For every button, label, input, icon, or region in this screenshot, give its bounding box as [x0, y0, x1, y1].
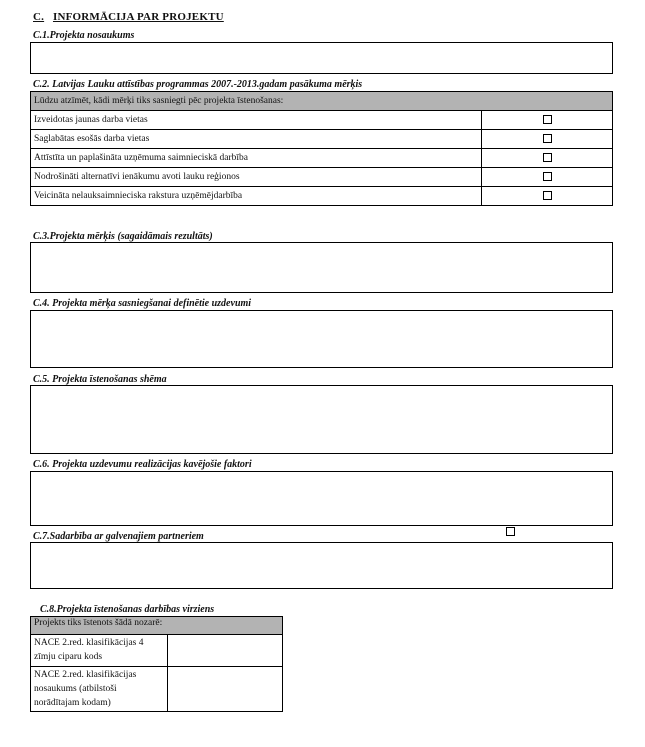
goal-checkbox[interactable]	[543, 115, 552, 124]
table-row	[31, 149, 613, 168]
c2-table-header: Lūdzu atzīmēt, kādi mērķi tiks sasniegti pēc projekta īstenošanas:	[31, 92, 613, 111]
c3-label: C.3.Projekta mērķis (sagaidāmais rezultāts)	[33, 231, 213, 242]
c8-nace-table	[30, 616, 283, 712]
c2-label: C.2. Latvijas Lauku attīstības programmas 2007.-2013.gadam pasākuma mērķis	[33, 79, 363, 90]
goal-checkbox[interactable]	[543, 153, 552, 162]
table-row	[31, 635, 283, 667]
goal-label: Saglabātas esošās darba vietas	[31, 130, 482, 149]
section-title-prefix: C.	[33, 11, 45, 23]
goal-label: Veicināta nelauksaimnieciska rakstura uzņēmējdarbība	[31, 187, 482, 206]
nace-code-label: NACE 2.red. klasifikācijas 4 zīmju ciparu kods	[31, 635, 168, 667]
goal-checkbox[interactable]	[543, 172, 552, 181]
goal-checkbox[interactable]	[543, 134, 552, 143]
c4-label: C.4. Projekta mērķa sasniegšanai definētie uzdevumi	[33, 298, 252, 309]
c7-label: C.7.Sadarbība ar galvenajiem partneriem	[33, 531, 204, 542]
c7-partners-checkbox[interactable]	[506, 527, 515, 536]
table-row	[31, 111, 613, 130]
goal-checkbox[interactable]	[543, 191, 552, 200]
c5-scheme-field[interactable]	[30, 385, 613, 454]
section-title-text: INFORMĀCIJA PAR PROJEKTU	[52, 11, 224, 23]
nace-name-label: NACE 2.red. klasifikācijas nosaukums (atbilstoši norādītajam kodam)	[31, 667, 168, 712]
c4-tasks-field[interactable]	[30, 310, 613, 368]
nace-name-field[interactable]	[168, 667, 283, 712]
c1-label: C.1.Projekta nosaukums	[33, 30, 135, 41]
c7-partners-field[interactable]	[30, 542, 613, 589]
c8-table-header: Projekts tiks īstenots šādā nozarē:	[31, 617, 283, 635]
nace-code-field[interactable]	[168, 635, 283, 667]
goal-label: Nodrošināti alternatīvi ienākumu avoti lauku reģionos	[31, 168, 482, 187]
table-row	[31, 130, 613, 149]
c6-label: C.6. Projekta uzdevumu realizācijas kavējošie faktori	[33, 459, 252, 470]
c2-goals-table	[30, 91, 613, 206]
section-title	[33, 11, 224, 23]
c5-label: C.5. Projekta īstenošanas shēma	[33, 374, 167, 385]
table-row	[31, 187, 613, 206]
goal-label: Izveidotas jaunas darba vietas	[31, 111, 482, 130]
goal-label: Attīstīta un paplašināta uzņēmuma saimnieciskā darbība	[31, 149, 482, 168]
table-row	[31, 667, 283, 712]
c8-label: C.8.Projekta īstenošanas darbības virziens	[40, 604, 215, 615]
c1-project-name-field[interactable]	[30, 42, 613, 74]
table-row	[31, 168, 613, 187]
c6-factors-field[interactable]	[30, 471, 613, 526]
c3-project-goal-field[interactable]	[30, 242, 613, 293]
